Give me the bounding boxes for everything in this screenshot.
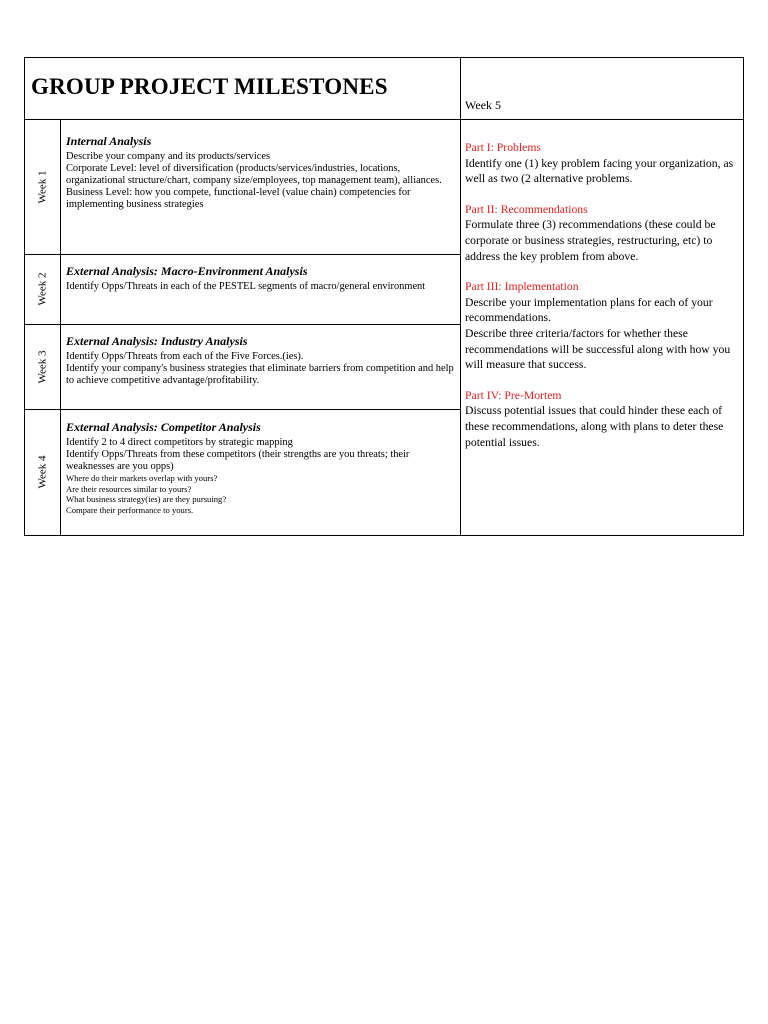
part-3-body-2: Describe three criteria/factors for whether these recommendations will be successful along with how you will measure that success. [465, 326, 731, 372]
question-line: Compare their performance to yours. [66, 504, 194, 515]
part-4-body: Discuss potential issues that could hinder these each of these recommendations, along with plans to deter these potential issues. [465, 404, 724, 449]
week-4-label: Week 4 [37, 455, 49, 489]
text-line: Identify Opps/Threats from each of the Five Forces.(ies). [66, 351, 304, 362]
text-line: Identify 2 to 4 direct competitors by strategic mapping [66, 437, 293, 448]
text-line: Describe your company and its products/services [66, 151, 271, 162]
column-divider [460, 58, 461, 535]
text-line: Identify Opps/Threats in each of the PESTEL segments of macro/general environment [66, 281, 426, 292]
week-3-content [66, 335, 456, 387]
part-1-title: Part I: Problems [465, 141, 541, 154]
section-heading: External Analysis: Macro-Environment Analysis [66, 264, 308, 278]
part-4-title: Part IV: Pre-Mortem [465, 388, 562, 402]
section-heading: External Analysis: Competitor Analysis [66, 420, 261, 434]
row-divider [25, 119, 460, 120]
page-title: GROUP PROJECT MILESTONES [31, 74, 388, 99]
week-2-content [66, 265, 456, 293]
question-line: What business strategy(ies) are they pursuing? [66, 494, 227, 504]
question-line: Where do their markets overlap with yours? [66, 473, 218, 483]
section-heading: Internal Analysis [66, 134, 152, 148]
row-divider [25, 254, 460, 255]
week-4-content [66, 421, 456, 515]
week-5-label: Week 5 [465, 98, 502, 112]
text-line: Business Level: how you compete, functional-level (value chain) competencies for implementing business strategies [66, 187, 411, 210]
part-2-title: Part II: Recommendations [465, 202, 588, 216]
section-heading: External Analysis: Industry Analysis [66, 334, 248, 348]
part-1-body: Identify one (1) key problem facing your organization, as well as two (2 alternative problems. [465, 156, 734, 186]
week-3-label: Week 3 [37, 349, 49, 384]
row-divider [25, 409, 460, 410]
row-divider [25, 324, 460, 325]
text-line: Corporate Level: level of diversification (products/services/industries, locations, organizational structure/chart, company size/employees, top management team), alliances. [66, 163, 442, 186]
part-3-title: Part III: Implementation [465, 280, 579, 294]
part-2-body: Formulate three (3) recommendations (these could be corporate or business strategies, restructuring, etc) to address the key problem from above. [465, 218, 716, 263]
milestones-table [24, 57, 744, 536]
question-line: Are their resources similar to yours? [66, 483, 192, 494]
week-1-label: Week 1 [37, 169, 49, 204]
part-3-body: Describe your implementation plans for each of your recommendations. [465, 295, 713, 325]
row-divider-right [460, 119, 744, 120]
week-5-content [465, 140, 741, 450]
text-line: Identify your company's business strategies that eliminate barriers from competition and help to achieve competitive advantage/profitability. [66, 363, 454, 386]
text-line: Identify Opps/Threats from these competitors (their strengths are you threats; their weaknesses are you opps) [66, 449, 410, 472]
week-2-label: Week 2 [37, 272, 49, 306]
week-1-content [66, 135, 456, 211]
